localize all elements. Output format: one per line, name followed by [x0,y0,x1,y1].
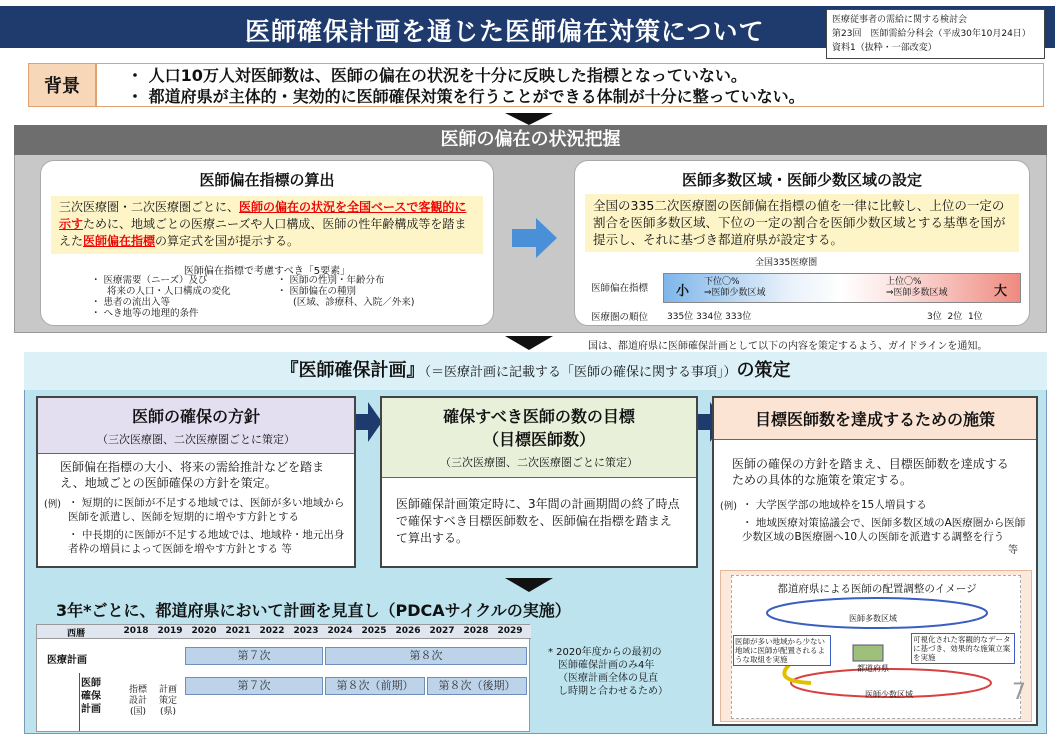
text: し時期と合わせるため） [558,686,668,697]
source-line: 資料1（抜粋・一部改変） [832,43,937,53]
source-box [826,9,1045,59]
small-label: 小 [676,284,690,299]
factor-item: (区域、診療科、入院／外来) [293,297,415,308]
card-title: 医師多数区域・医師少数区域の設定 [681,171,922,189]
note-left: 医師が多い地域から少ない地域に医師が配置されるような取組を実施 [733,635,831,666]
column-sub: （三次医療圏、二次医療圏ごとに策定） [97,433,295,446]
many-region-label [886,277,948,299]
text: 医師 [81,678,101,689]
column-body: 医師確保計画策定時に、3年間の計画期間の終了時点で確保すべき目標医師数を、医師偏在指標を踏まえて算出する。 [396,497,680,545]
factor-item: ・ 医師の性別・年齢分布 [277,275,385,286]
etc-label: 等 [1008,545,1018,556]
factor-item: ・ 医療需要（ニーズ）及び [91,275,208,286]
column-title: 確保すべき医師の数の目標 [443,407,635,426]
factor-item: ・ 医師偏在の種別 [277,286,357,297]
rank-row-label: 医療圏の順位 [591,312,649,323]
year-cell: 2024 [327,626,353,636]
prefecture-text: 都道府県 [857,664,889,673]
rank: 3位 [927,312,942,322]
text: 三次医療圏・二次医療圏ごとに、 [59,200,240,214]
region-setting-card [574,160,1030,326]
scale-row-label: 医師偏在指標 [591,283,649,294]
down-arrow-icon [505,577,553,591]
background-box [96,63,1044,107]
heading-sub: （＝医療計画に記載する「医師の確保に関する事項」） [424,365,737,380]
index-description [51,196,483,254]
rank-low [667,309,751,322]
year-cell: 2019 [157,626,183,636]
year-cell: 2021 [225,626,251,636]
column-body: 医師の確保の方針を踏まえ、目標医師数を達成するための具体的な施策を策定する。 [732,457,1009,487]
heading-end: の策定 [736,360,791,381]
column-body: 医師偏在指標の大小、将来の需給推計などを踏まえ、地域ごとの医師確保の方針を策定。 [60,460,325,490]
column-title: 目標医師数を達成するための施策 [754,410,995,429]
measures-column [712,396,1038,726]
year-cell: 2026 [395,626,421,636]
stage-index-design [129,685,147,718]
text: ために、地域ごとの医療ニーズや人口構成、医師の性年齢構成等を踏まえた [59,217,467,248]
text: 設計 [129,696,148,706]
column-header [38,398,354,454]
plan-period-bar: 第８次 [325,647,527,665]
text: 策定 [159,696,178,706]
year-label: 西暦 [67,629,86,639]
right-arrow-icon [512,218,557,258]
factors-left [91,275,231,319]
example-item: ・ 地域医療対策協議会で、医師多数区域のA医療圏から医師少数区域のB医療圏へ10人の医師を派遣する調整を行う [742,517,1026,543]
text: 上位〇% [886,277,922,287]
rank-high [927,309,983,322]
text: ⇒医師多数区域 [886,288,948,298]
year-cell: 2018 [123,626,149,636]
timeline-table [36,624,530,732]
factor-item: 将来の人口・人口構成の変化 [107,286,231,297]
highlight-text: 医師の偏在の状況を全国ベースで客観的に示す [59,200,467,231]
row-label: 医療計画 [47,655,87,666]
column-header [382,398,696,478]
page-number: 7 [1012,680,1026,705]
text: の算定式を国が提示する。 [155,234,300,248]
index-calc-card [40,160,494,326]
text: (県) [159,707,177,717]
text: （医療計画全体の見直 [558,673,658,684]
stage-plan-formulation [159,685,177,718]
source-line: 第23回 医師需給分科会（平成30年10月24日） [832,29,1031,39]
down-arrow-icon [505,335,553,349]
column-sub: （三次医療圏、二次医療圏ごとに策定） [440,456,638,469]
index-scale-bar [663,273,1021,303]
section-plan-heading [24,352,1047,390]
page-title: 医師確保計画を通じた医師偏在対策について [245,17,765,46]
example-list [68,496,352,556]
year-cell: 2020 [191,626,217,636]
pdca-heading: 3年*ごとに、都道府県において計画を見直し（PDCAサイクルの実施） [56,601,571,620]
large-label: 大 [994,284,1008,299]
text: 下位〇% [704,277,740,287]
example-label: (例) [44,499,61,510]
heading-main: 『医師確保計画』 [280,360,425,381]
example-item: ・ 中長期的に医師が不足する地域では、地域枠・地元出身者枠の増員によって医師を増やす方針とする 等 [68,529,345,555]
text: * 2020年度からの最初の [548,647,662,658]
year-cell: 2025 [361,626,387,636]
year-cell: 2023 [293,626,319,636]
factors-right [277,275,414,308]
image-title: 都道府県による医師の配置調整のイメージ [777,583,977,595]
section-status-heading: 医師の偏在の状況把握 [14,125,1047,155]
allocation-image [720,570,1032,722]
text: ⇒医師少数区域 [704,288,766,298]
footnote [548,646,668,698]
factor-item: ・ 患者の流出入等 [91,297,171,308]
region-description: 全国の335二次医療圏の医師偏在指標の値を一律に比較し、上位の一定の割合を医師多数区域、下位の一定の割合を医師少数区域とする基準を国が提示し、それに基づき都道府県が設定する。 [585,194,1019,252]
source-line: 医療従事者の需給に関する検討会 [832,15,968,25]
rank: 335位 [667,312,694,322]
year-cell: 2028 [463,626,489,636]
year-cell: 2029 [497,626,523,636]
scale-title: 全国335医療圏 [755,258,818,268]
rank: 334位 [696,312,723,322]
column-title: （目標医師数） [482,430,595,449]
factors-title: 医師偏在指標で考慮すべき「5要素」 [183,266,351,277]
text: 確保 [81,691,101,702]
down-arrow-icon [505,110,553,122]
plan-period-bar: 第７次 [185,677,323,695]
card-title: 医師偏在指標の算出 [199,171,335,189]
text: 計画 [81,704,101,715]
row-label [81,677,101,716]
example-label: (例) [720,501,737,512]
policy-column [36,396,356,568]
rank: 1位 [967,312,983,322]
factor-item: ・ へき地等の地理的条件 [91,308,199,319]
few-region-text: 医師少数区域 [865,690,913,699]
divider [79,673,80,731]
few-region-label [704,277,766,299]
year-cell: 2022 [259,626,285,636]
text: 指標 [129,685,148,695]
column-title: 医師の確保の方針 [131,407,260,426]
text: 医師確保計画のみ4年 [558,660,655,671]
highlight-text: 医師偏在指標 [83,234,156,248]
rank: 2位 [947,312,963,322]
background-point: ・ 人口10万人対医師数は、医師の偏在の状況を十分に反映した指標となっていない。 [127,66,747,85]
target-column [380,396,698,568]
right-arrow-icon [356,402,382,442]
text: (国) [129,707,147,717]
rank: 333位 [725,312,752,322]
year-cell: 2027 [429,626,455,636]
note-right: 可視化された客観的なデータに基づき、効果的な施策立案を実施 [911,633,1015,664]
plan-period-bar: 第８次（前期） [325,677,425,695]
example-list [742,498,1026,544]
background-point: ・ 都道府県が主体的・実効的に医師確保対策を行うことができる体制が十分に整っていない。 [127,87,805,106]
plan-period-bar: 第８次（後期） [427,677,527,695]
guideline-note: 国は、都道府県に医師確保計画として以下の内容を策定するよう、ガイドラインを通知。 [588,341,988,352]
example-item: ・ 大学医学部の地域枠を15人増員する [742,499,927,511]
many-region-text: 医師多数区域 [849,614,897,623]
text: 計画 [159,685,178,695]
column-header [714,398,1036,440]
example-item: ・ 短期的に医師が不足する地域では、医師が多い地域から医師を派遣し、医師を短期的に増やす方針とする [68,497,345,523]
plan-period-bar: 第７次 [185,647,323,665]
background-label: 背景 [28,63,96,107]
